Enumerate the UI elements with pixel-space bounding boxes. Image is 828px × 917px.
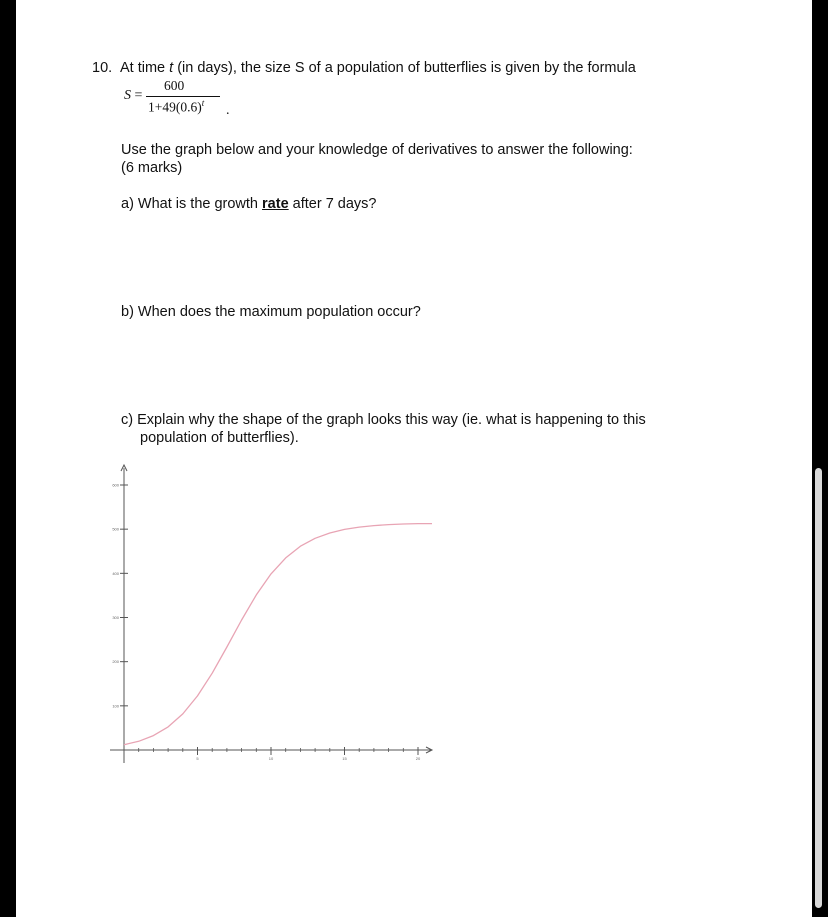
part-c-line1: c) Explain why the shape of the graph looks this way (ie. what is happening to this [121,412,646,428]
population-curve [124,524,432,745]
x-tick-label: 10 [268,756,274,761]
graph-axes [110,465,432,763]
marks-text: (6 marks) [121,160,183,176]
formula-numerator: 600 [164,78,185,93]
part-b: b) When does the maximum population occur? [121,304,421,320]
x-tick-label: 5 [196,756,199,761]
y-tick-label: 500 [112,526,119,532]
formula-period: . [226,103,230,118]
intro-variable: t [169,60,174,76]
formula-s: S [124,88,131,103]
instruction-text: Use the graph below and your knowledge of derivatives to answer the following: [121,142,633,158]
y-tick-label: 600 [112,482,119,488]
y-tick-label: 300 [112,615,119,620]
x-tick-label: 20 [415,756,421,761]
part-a-post: after 7 days? [288,196,377,212]
intro-pre: At time [120,60,170,76]
denominator-base: 1+49(0.6) [148,99,202,115]
question-number: 10. [92,60,113,76]
x-tick-label: 15 [342,756,347,761]
formula-equals: = [134,88,143,103]
y-tick-label: 100 [112,703,119,709]
intro-post: (in days), the size S of a population of butterflies is given by the formula [173,60,636,76]
graph-ticks [112,483,421,762]
graph-series [124,524,432,745]
part-c-line2: population of butterflies). [140,430,299,446]
denominator-exponent: t [201,98,205,108]
y-tick-label: 400 [112,570,119,576]
y-tick-label: 200 [112,659,119,665]
part-a-bold: rate [262,196,289,212]
part-a-pre: a) What is the growth [121,196,263,212]
